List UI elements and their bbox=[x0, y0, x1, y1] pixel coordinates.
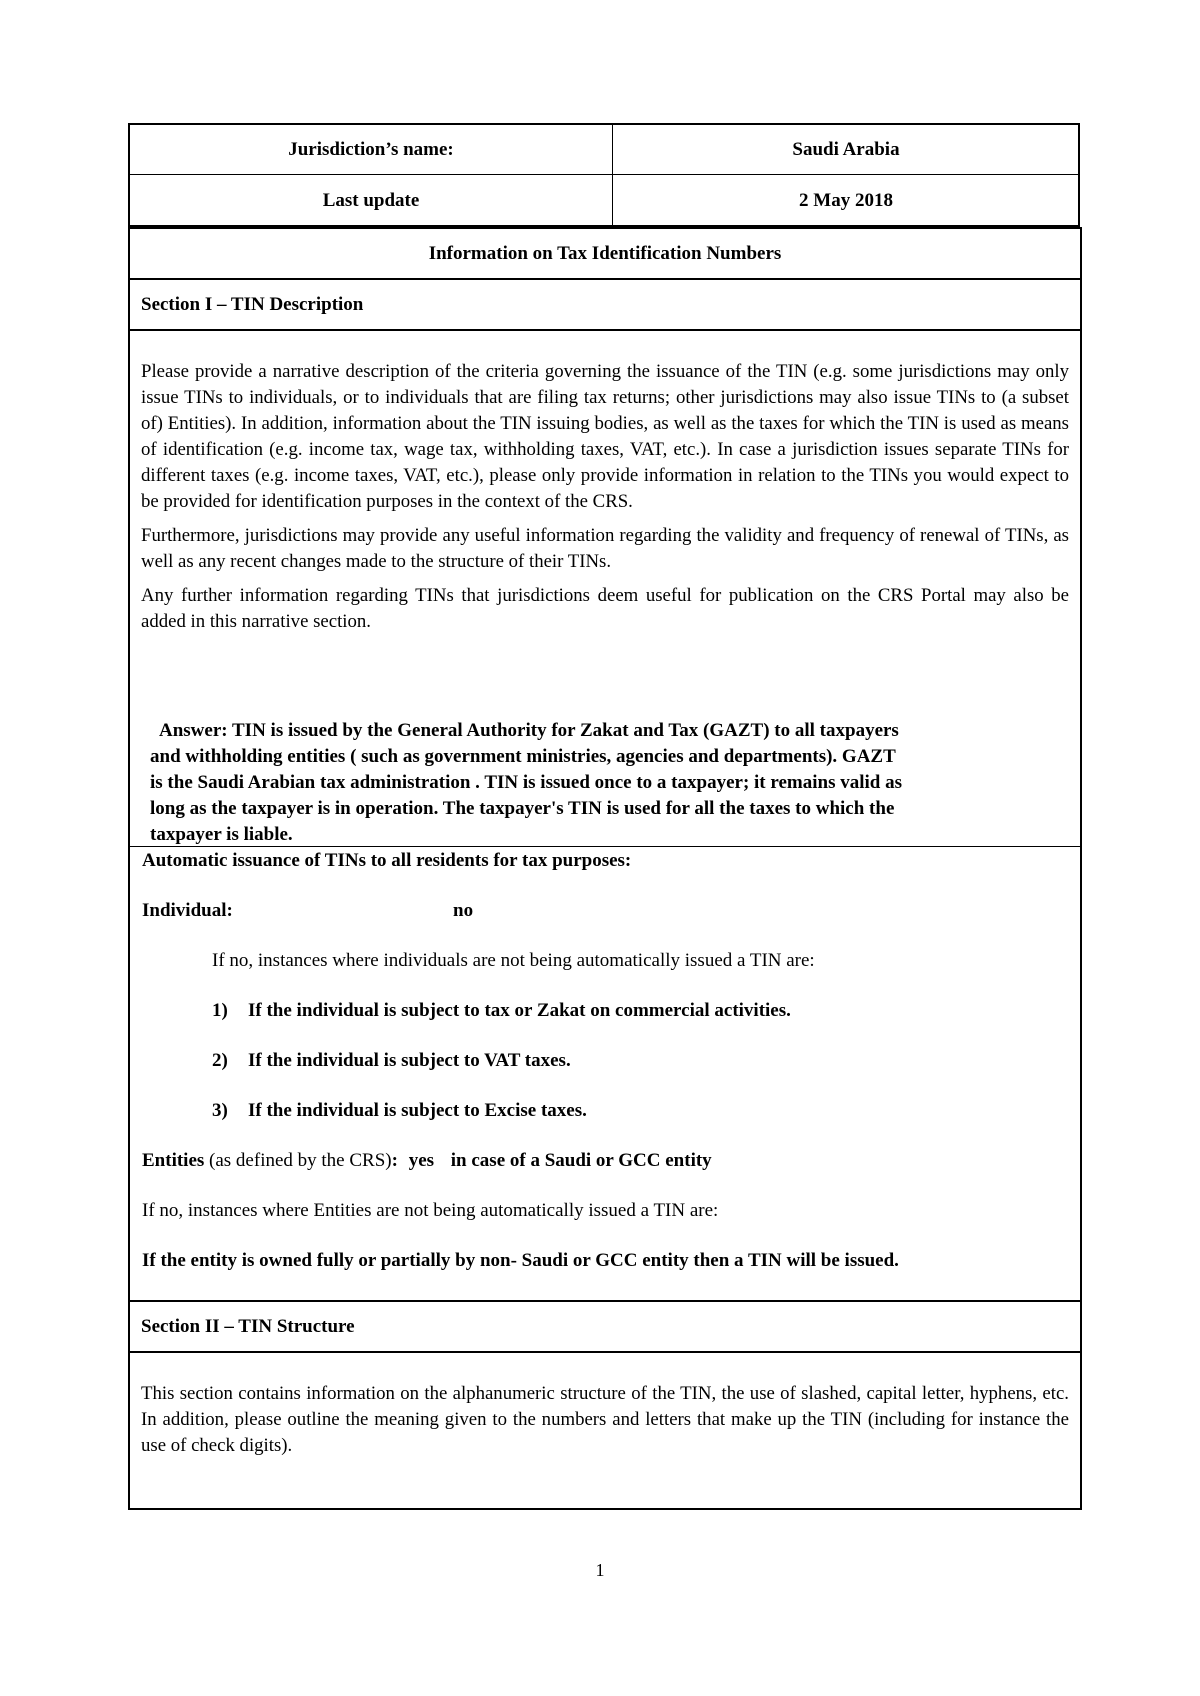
section1-paragraph: Please provide a narrative description of the criteria governing the issuance of the TIN (e.g. some jurisdictions may only issue TINs to individuals, or to individuals that are filing tax returns; other jurisdictions may also issue TINs to (a subset of) Entities). In addition, information about the TIN issuing bodies, as well as the taxes for which the TIN is used as means of identification (e.g. income tax, wage tax, withholding taxes, VAT, etc.). In case a jurisdiction issues separate TINs for different taxes (e.g. income taxes, VAT, etc.), please only provide information in relation to the TINs you would expect to be provided for identification purposes in the context of the CRS. bbox=[141, 361, 1069, 512]
individual-condition-item bbox=[212, 1100, 587, 1122]
entities-answer: If the entity is owned fully or partially by non- Saudi or GCC entity then a TIN will be issued. bbox=[142, 1250, 899, 1271]
item-text: If the individual is subject to tax or Zakat on commercial activities. bbox=[248, 1000, 791, 1021]
section1-paragraph: Furthermore, jurisdictions may provide any useful information regarding the validity and frequency of renewal of TINs, as well as any recent changes made to the structure of their TINs. bbox=[141, 525, 1069, 572]
section1-narrative bbox=[141, 359, 1069, 635]
row-divider bbox=[128, 846, 1082, 847]
individual-label: Individual: bbox=[142, 900, 233, 921]
answer-line: and withholding entities ( such as government ministries, agencies and departments). GAZT bbox=[150, 746, 896, 767]
entities-qualifier: (as defined by the CRS) bbox=[204, 1150, 392, 1171]
jurisdiction-name-label: Jurisdiction’s name: bbox=[288, 138, 454, 160]
item-text: If the individual is subject to Excise taxes. bbox=[248, 1100, 587, 1121]
item-text: If the individual is subject to VAT taxes. bbox=[248, 1050, 571, 1071]
answer-line: is the Saudi Arabian tax administration . TIN is issued once to a taxpayer; it remains valid as bbox=[150, 772, 902, 793]
entities-if-no-text: If no, instances where Entities are not being automatically issued a TIN are: bbox=[142, 1200, 719, 1221]
page-number: 1 bbox=[595, 1560, 605, 1580]
section2-title: Section II – TIN Structure bbox=[141, 1315, 355, 1337]
last-update-label: Last update bbox=[322, 189, 420, 211]
jurisdiction-name-value: Saudi Arabia bbox=[792, 138, 900, 160]
individual-condition-item bbox=[212, 1000, 791, 1022]
main-title: Information on Tax Identification Numbers bbox=[428, 242, 782, 264]
entities-colon: : bbox=[391, 1150, 398, 1171]
header-table-row-divider bbox=[128, 174, 1080, 175]
section1-title: Section I – TIN Description bbox=[141, 293, 364, 315]
answer-line: Answer: TIN is issued by the General Authority for Zakat and Tax (GAZT) to all taxpayers bbox=[159, 720, 899, 741]
auto-issuance-section bbox=[130, 848, 1080, 1300]
row-divider bbox=[128, 329, 1082, 331]
individual-condition-item bbox=[212, 1050, 571, 1072]
individual-value: no bbox=[453, 900, 474, 921]
answer-line: taxpayer is liable. bbox=[150, 824, 293, 845]
section2-paragraph: This section contains information on the alphanumeric structure of the TIN, the use of slashed, capital letter, hyphens, etc. In addition, please outline the meaning given to the numbers and letters that make up the TIN (including for instance the use of check digits). bbox=[141, 1383, 1069, 1456]
item-number: 3) bbox=[212, 1100, 228, 1121]
individuals-if-no-text: If no, instances where individuals are not being automatically issued a TIN are: bbox=[212, 950, 815, 971]
last-update-value: 2 May 2018 bbox=[799, 189, 893, 211]
section2-narrative bbox=[141, 1381, 1069, 1459]
item-number: 1) bbox=[212, 1000, 228, 1021]
section1-answer bbox=[150, 718, 1075, 848]
row-divider bbox=[128, 1351, 1082, 1353]
entities-label: Entities bbox=[142, 1150, 205, 1171]
header-table-column-divider bbox=[612, 123, 613, 227]
item-number: 2) bbox=[212, 1050, 228, 1071]
entities-condition: in case of a Saudi or GCC entity bbox=[450, 1150, 712, 1171]
auto-issuance-heading: Automatic issuance of TINs to all residents for tax purposes: bbox=[142, 850, 632, 871]
entities-line bbox=[142, 1150, 712, 1172]
section1-paragraph: Any further information regarding TINs that jurisdictions deem useful for publication on the CRS Portal may also be added in this narrative section. bbox=[141, 585, 1069, 632]
entities-value: yes bbox=[408, 1150, 435, 1171]
answer-line: long as the taxpayer is in operation. The taxpayer's TIN is used for all the taxes to which the bbox=[150, 798, 895, 819]
